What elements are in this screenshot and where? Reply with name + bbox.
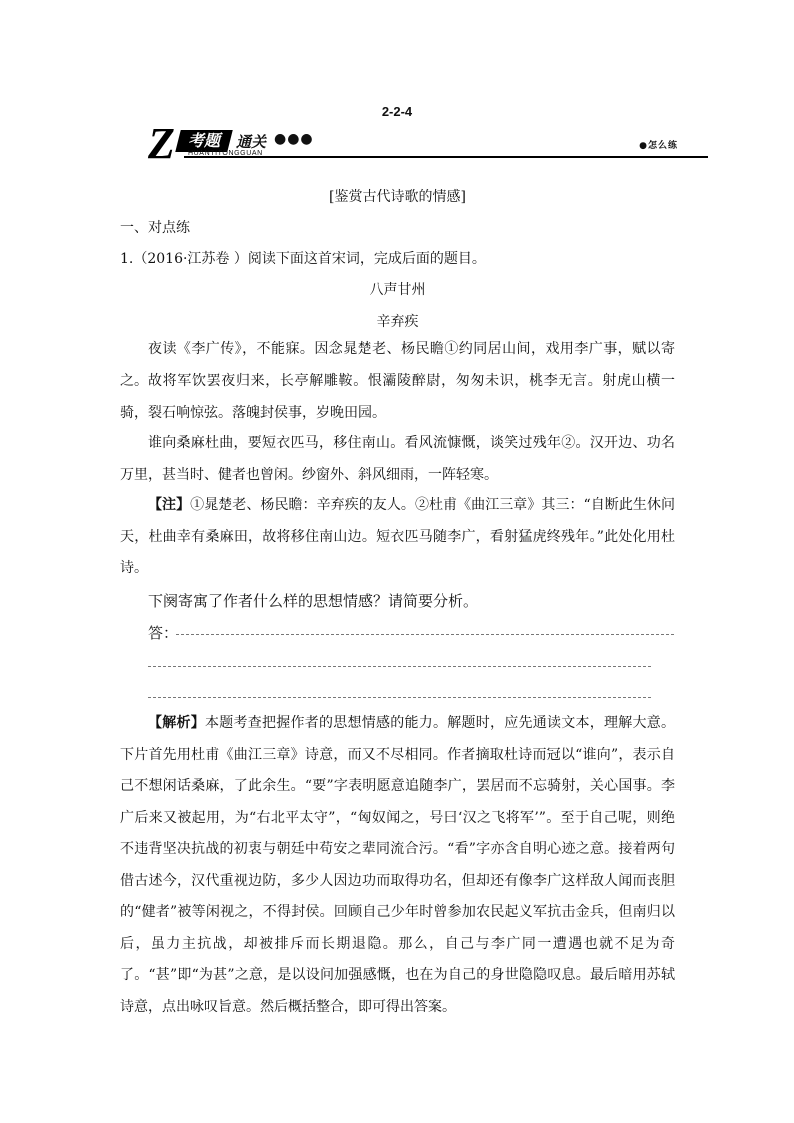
banner-tail-text: 通关 [236,133,267,151]
section-banner [148,119,708,168]
poem-preface: 夜读《李广传》，不能寐。因念晁楚老、杨民瞻①约同居山间，戏用李广事，赋以寄之。 [120,341,675,389]
note-tag: 【注】 [148,497,191,513]
annotation-note [120,490,675,585]
banner-right-label: ●怎么练 [639,141,678,151]
banner-dots: ●●● [274,131,314,147]
answer-line-2[interactable] [148,666,651,667]
analysis-tag: 【解析】 [148,715,205,731]
poem-stanza-1: 故将军饮罢夜归来，长亭解雕鞍。恨灞陵醉尉，匆匆未识，桃李无言。射虎山横一骑，裂石响惊弦。落魄封侯事，岁晚田园。 [120,373,675,421]
answer-label: 答： [148,624,179,642]
poem-stanza-2: 谁向桑麻杜曲，要短衣匹马，移住南山。看风流慷慨，谈笑过残年②。汉开边、功名万里，甚当时、健者也曾闲。纱窗外、斜风细雨，一阵轻寒。 [120,435,675,483]
answer-line-1[interactable] [176,634,674,635]
poem-author: 辛弃疾 [376,314,419,330]
banner-z-logo: Z [148,119,175,168]
poem-title: 八声甘州 [369,282,426,298]
banner-box-text: 考题 [187,131,220,150]
analysis-text: 本题考查把握作者的思想情感的能力。解题时，应先通读文本，理解大意。下片首先用杜甫《曲江三章》诗意，而又不尽相同。作者摘取杜诗而冠以“谁向”，表示自己不想闲话桑麻，了此余生。“要”字表明愿意追随李广，罢居而不忘骑射，关心国事。李广后来又被起用，为“右北平太守”，“匈奴闻之，号曰‘汉之飞将军’”。至于自己呢，则绝不违背坚决抗战的初衷与朝廷中苟安之辈同流合污。“看”字亦含自明心迹之意。接着两句借古述今，汉代重视边防，多少人因边功而取得功名，但却还有像李广这样敌人闻而丧胆的“健者”被等闲视之，不得封侯。回顾自己少年时曾参加农民起义军抗击金兵，但南归以后，虽力主抗战，却被排斥而长期退隐。那么，自己与李广同一遭遇也就不足为奇了。“甚”即“为甚”之意，是以设问加强感慨，也在为自己的身世隐隐叹息。最后暗用苏轼诗意，点出咏叹旨意。然后概括整合，即可得出答案。 [120,715,675,1015]
analysis-paragraph [120,708,675,1023]
part-heading: 一、对点练 [120,220,190,236]
question-intro: 1.（2016·江苏卷 ）阅读下面这首宋词，完成后面的题目。 [120,251,486,267]
banner-pinyin: HUANTITONGGUAN [188,150,263,157]
banner-title-box [175,130,232,152]
note-text: ①晁楚老、杨民瞻：辛弃疾的友人。②杜甫《曲江三章》其三：“自断此生休问天，杜曲幸有桑麻田，故将移住南山边。短衣匹马随李广，看射猛虎终残年。”此处化用杜诗。 [120,497,676,576]
question-text: 下阕寄寓了作者什么样的思想情感？请简要分析。 [148,592,479,610]
page-number: 2-2-4 [381,104,413,119]
section-title: [鉴赏古代诗歌的情感] [329,189,466,205]
answer-line-3[interactable] [148,697,651,698]
